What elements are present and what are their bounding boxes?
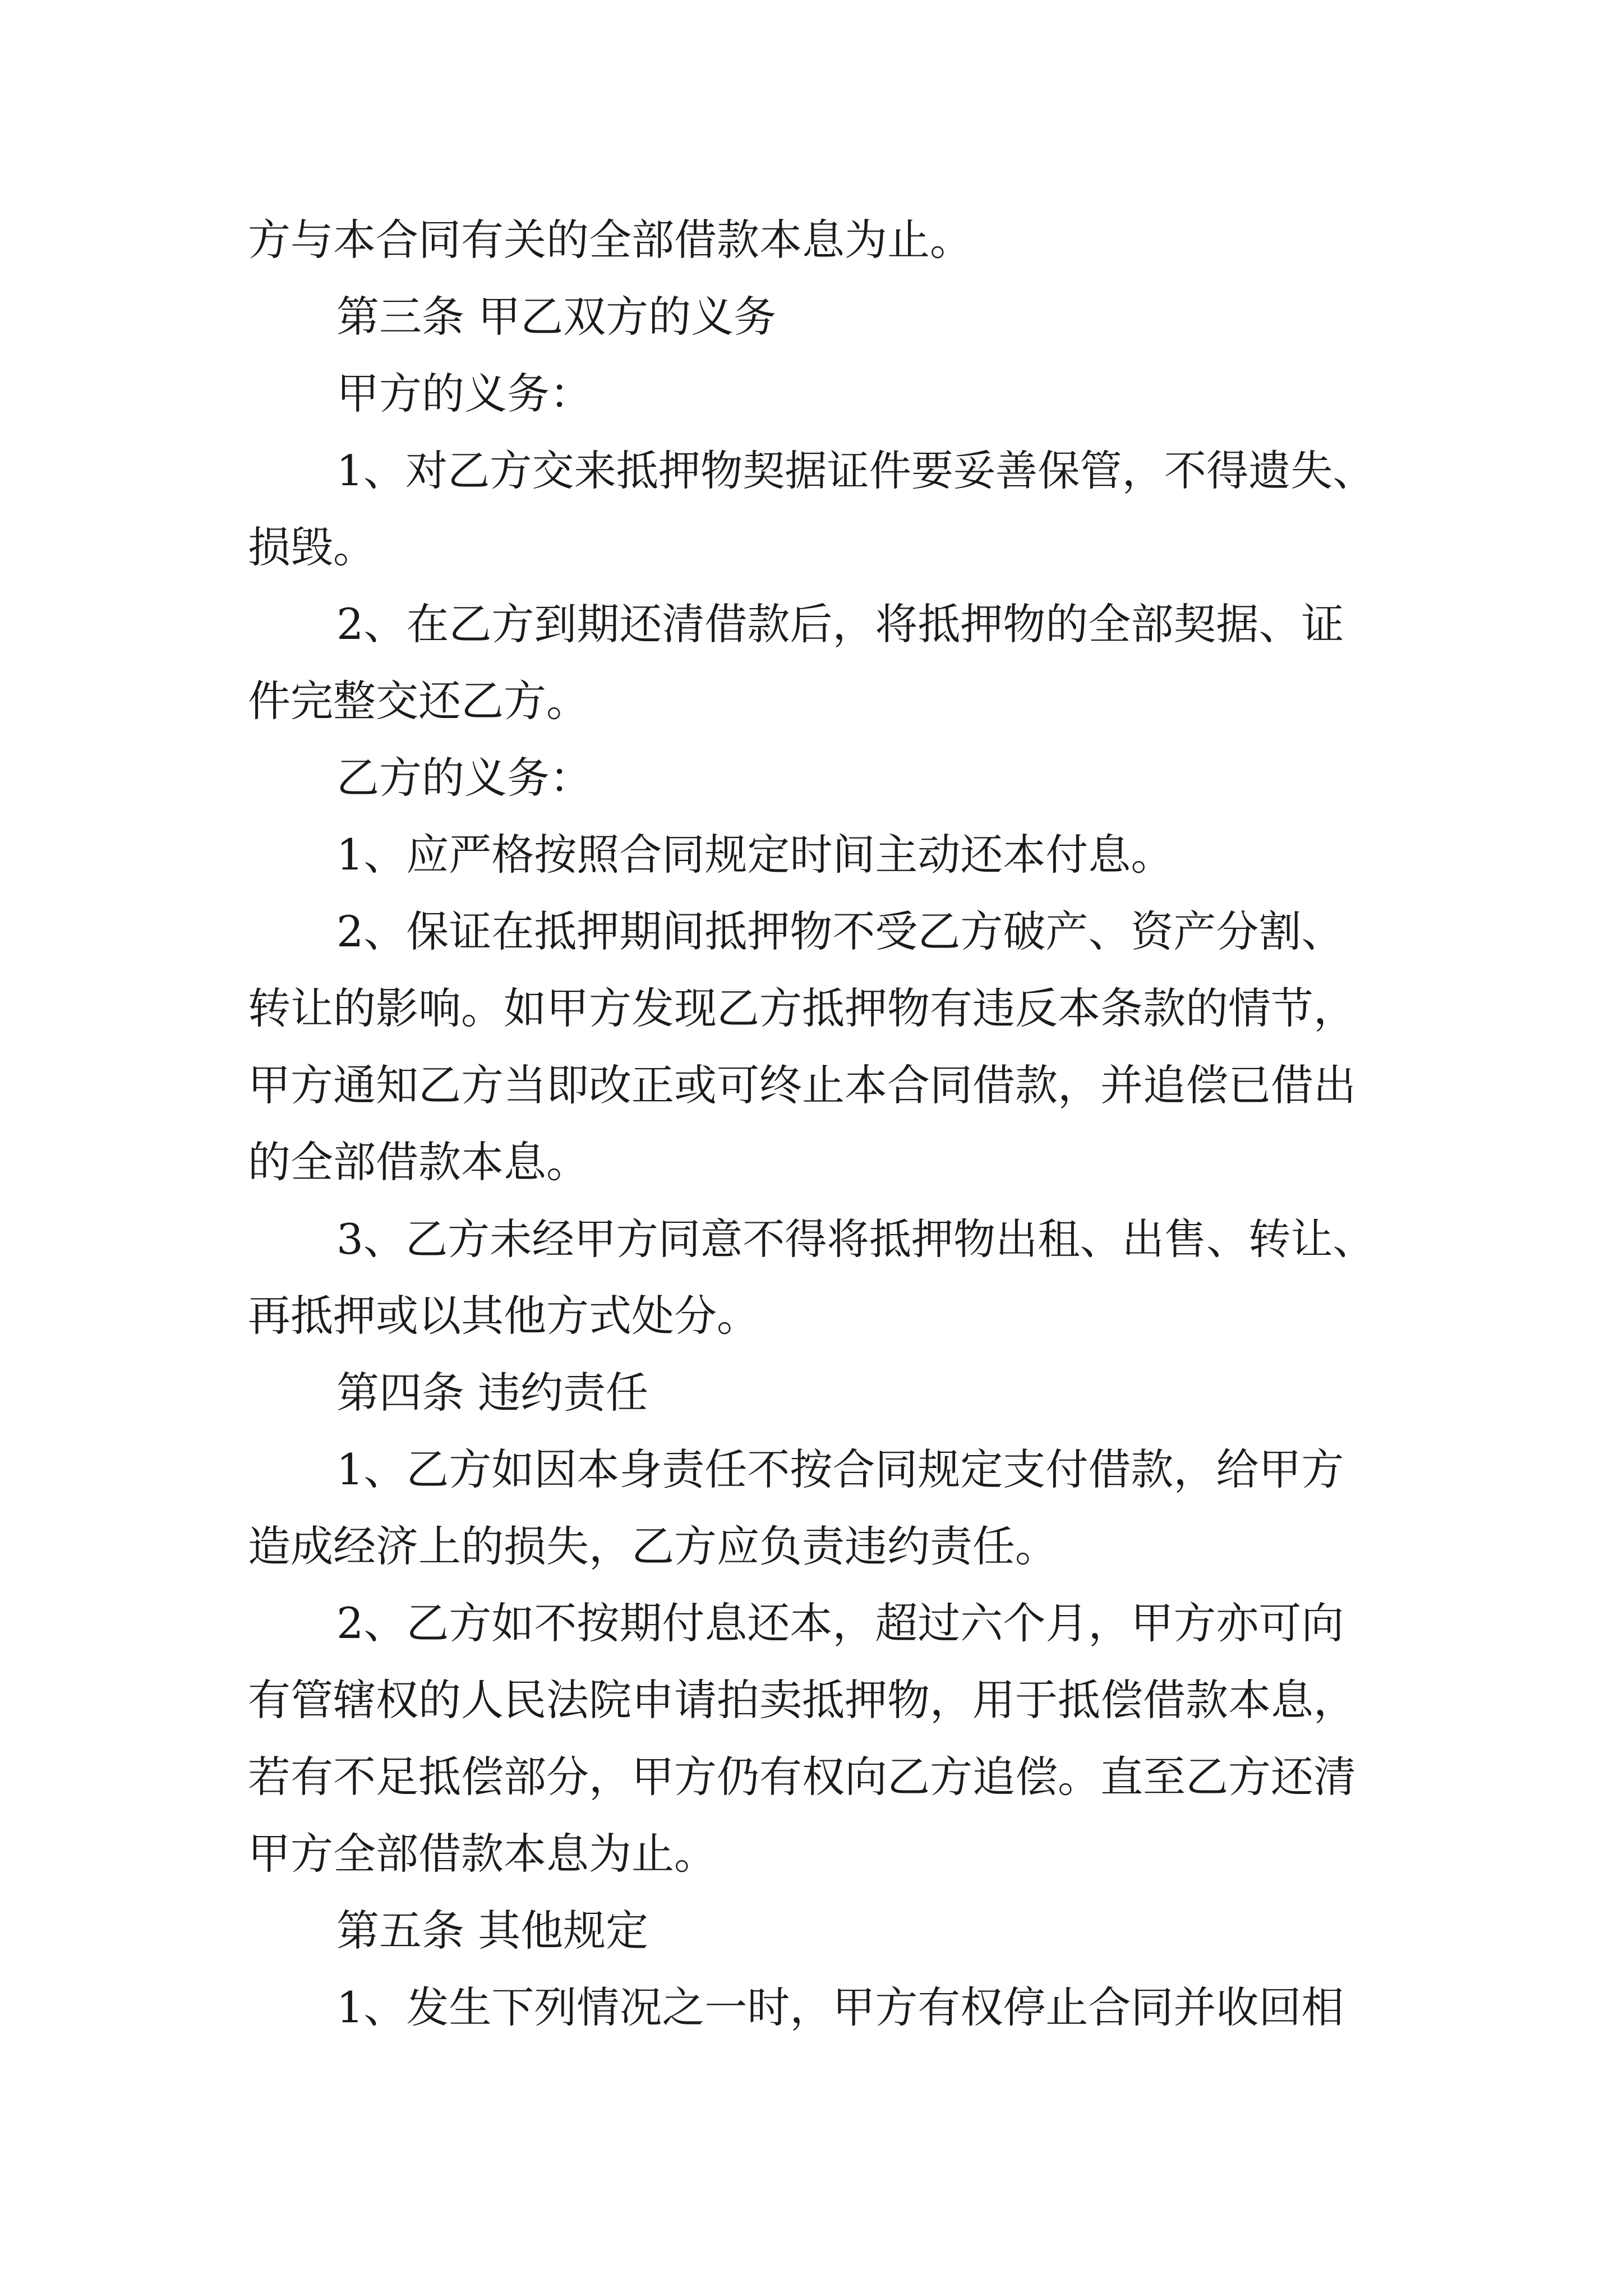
subheading: 甲方的义务： bbox=[336, 369, 592, 418]
text-line: 2、在乙方到期还清借款后，将抵押物的全部契据、证 bbox=[336, 599, 1344, 649]
text-line: 1、发生下列情况之一时，甲方有权停止合同并收回相 bbox=[336, 1982, 1344, 2032]
text-line: 2、乙方如不按期付息还本，超过六个月，甲方亦可向 bbox=[336, 1598, 1344, 1648]
text-line: 造成经济上的损失，乙方应负责违约责任。 bbox=[248, 1521, 1058, 1571]
section-heading: 第四条 违约责任 bbox=[336, 1368, 649, 1418]
section-heading: 第五条 其他规定 bbox=[336, 1906, 649, 1955]
text-line: 若有不足抵偿部分，甲方仍有权向乙方追偿。直至乙方还清 bbox=[248, 1752, 1356, 1802]
text-line: 1、应严格按照合同规定时间主动还本付息。 bbox=[336, 830, 1174, 880]
text-line: 再抵押或以其他方式处分。 bbox=[248, 1291, 759, 1341]
subheading: 乙方的义务： bbox=[336, 753, 592, 803]
text-line: 3、乙方未经甲方同意不得将抵押物出租、出售、转让、 bbox=[336, 1214, 1375, 1264]
text-line: 转让的影响。如甲方发现乙方抵押物有违反本条款的情节， bbox=[248, 983, 1356, 1033]
text-line: 方与本合同有关的全部借款本息为止。 bbox=[248, 215, 972, 265]
section-heading: 第三条 甲乙双方的义务 bbox=[336, 292, 777, 342]
text-line: 有管辖权的人民法院申请拍卖抵押物，用于抵偿借款本息， bbox=[248, 1675, 1356, 1725]
text-line: 损毁。 bbox=[248, 522, 376, 572]
text-line: 1、对乙方交来抵押物契据证件要妥善保管，不得遗失、 bbox=[336, 446, 1375, 495]
text-line: 1、乙方如因本身责任不按合同规定支付借款，给甲方 bbox=[336, 1444, 1344, 1494]
text-line: 2、保证在抵押期间抵押物不受乙方破产、资产分割、 bbox=[336, 907, 1344, 956]
text-line: 的全部借款本息。 bbox=[248, 1137, 589, 1187]
text-line: 甲方通知乙方当即改正或可终止本合同借款，并追偿已借出 bbox=[248, 1060, 1356, 1110]
text-line: 件完整交还乙方。 bbox=[248, 676, 589, 726]
text-line: 甲方全部借款本息为止。 bbox=[248, 1829, 717, 1879]
